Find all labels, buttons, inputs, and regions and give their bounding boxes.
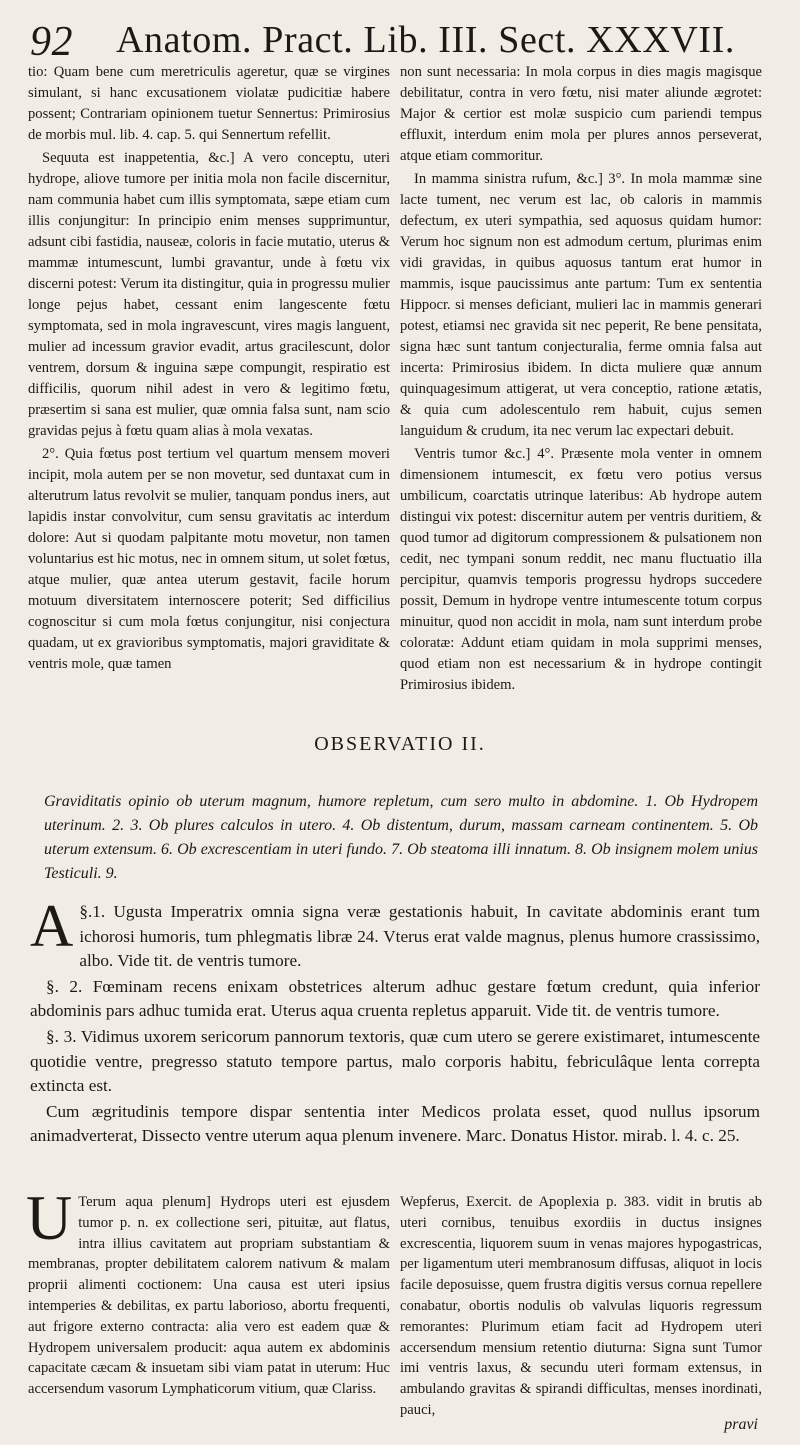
main-text bbox=[30, 893, 761, 1150]
drop-cap: U bbox=[26, 1182, 73, 1253]
paragraph: In mamma sinistra rufum, &c.] 3°. In mola mammæ sine lacte tument, nec verum est lac, ob caloris in mammis defectum, ex uteri sympathia, sed aquosus quidam humor: Verum hoc signum non est admodum certum, plurimas enim vidi gravidas, in quibus aquosus tantum erat humor in mammis, isque paucissimus ante partum: Tum ex sententia Hippocr. si menses deficiant, mulieri lac in mammis generari potest, etiamsi nec gravida sit nec peperit, Re bene pensitata, signa hæc sunt tantum conjecturalia, ferme omnia falsa aut incerta: Primirosius ibidem. In dicta muliere quæ annum quinquagesimum attigerat, ut vera conceptio, ratione ætatis, & quia cum adolescentulo rem habuit, cujus semen languidum & crudum, ita nec verum lac expectari debuit. bbox=[400, 171, 762, 439]
section-marker: §.1. bbox=[79, 902, 106, 921]
bottom-right-column bbox=[400, 1192, 762, 1421]
paragraph: tio: Quam bene cum meretriculis ageretur, quæ se virgines simulant, si hanc excusationem violatæ pudicitiæ habere possent; Contrariam opinionem tuetur Sennertus: Primirosius de morbis mul. lib. 4. cap. 5. qui Sennertum refellit. bbox=[28, 64, 390, 143]
paragraph: 2°. Quia fœtus post tertium vel quartum mensem moveri incipit, mola autem per se non movetur, sed duntaxat cum in alterutrum latus revolvit se mulier, tanquam pondus iners, aut lapidis instar convolvitur, cum sensu gravitatis ac interdum dolore: Aut si quodam palpitante motu movetur, non tamen voluntarius est hic motus, nec in omnem situm, ut solet fœtus, atque mulier, quæ antea uterum gestavit, facile horum motuum diversitatem internoscere poterit; Sed difficilius cognoscitur si cum mola fœtus conjungitur, nisi conjectura quadam, ut ex gravioribus symptomatis, majori graviditate & ventris mole, quæ tamen bbox=[28, 446, 390, 672]
top-right-column bbox=[400, 62, 762, 698]
section-3: §. 3. Vidimus uxorem sericorum pannorum textoris, quæ cum utero se gerere existimaret, intumescente quotidie ventre, pregresso statuto tempore partus, malo corporis habitu, febriculâque lenta correpta extincta est. bbox=[30, 1026, 760, 1096]
paragraph: Wepferus, Exercit. de Apoplexia p. 383. vidit in brutis ab uteri cornibus, tenuibus exordiis in ductus insignes excrescentia, liquorem suum in venas majores hypogastricas, per ligamentum uteri membranosum diffusas, aliquot in locis facile deposuisse, quem frustra digitis versus cornua repellere conabatur, obortis nodulis ob valvulas liquoris regressum remorantes: Plurimum etiam facit ad Hydropem uteri accersendum mensium retentio diuturna: Signa sunt Tumor imi ventris laxus, & secundu uteri formam extensus, in ambulando gravitas & spirandi difficultas, menses inordinati, pauci, bbox=[400, 1194, 762, 1418]
bottom-left-column bbox=[26, 1182, 390, 1400]
observation-title: OBSERVATIO II. bbox=[314, 733, 486, 755]
section-2: §. 2. Fœminam recens enixam obstetrices alterum adhuc gestare fœtum credunt, quia inferior abdominis pars adhuc tumida erat. Uterus aqua cruenta repletus apparuit. Vide tit. de ventris tumore. bbox=[30, 976, 760, 1021]
paragraph: Sequuta est inappetentia, &c.] A vero conceptu, uteri hydrope, aliove tumore per initia mola non facile discernitur, nam communia habet cum illis symptomata, sæpe etiam cum illis conjungitur: In principio enim menses supprimuntur, adsunt cibi fastidia, nauseæ, coloris in facie mutatio, uterus & mammæ intumescunt, lumbi gravantur, unde à fœtu vix discerni potest: Verum ita distingitur, quia in progressu mulier longe pejus habet, cessant enim langescente fœtu symptomata, sed in mola ingravescunt, vires magis languent, mulier ad incessum gravior evadit, artus gracilescunt, dolor ventrem, dorsum & inguina sæpe compungit, respiratio est difficilis, quorum nihil adest in vero & legitimo fœtu, præsertim si sana est mulier, quæ omnia falsa sunt, nam scio gravidas pejus à fœtu quam alias à mola vexatas. bbox=[28, 150, 390, 439]
catchword: pravi bbox=[724, 1416, 758, 1433]
page-number: 92 bbox=[30, 19, 73, 65]
paragraph: non sunt necessaria: In mola corpus in dies magis magisque debilitatur, contra in vero fœtu, nisi mater aliunde ægrotet: Major & certior est molæ suspicio cum pariendi tempus effluxit, interdum enim mola per plures annos perseverat, atque etiam commoritur. bbox=[400, 64, 762, 164]
observation-summary: Graviditatis opinio ob uterum magnum, humore repletum, cum sero multo in abdomine. 1. Ob Hydropem uterinum. 2. 3. Ob plures calculos in utero. 4. Ob distentum, durum, massam carneam continentem. 5. Ob uterum extensum. 6. Ob excrescentiam in uteri fundo. 7. Ob steatoma illi innatum. 8. Ob insignem molem unius Testiculi. 9. bbox=[44, 793, 758, 882]
paragraph: Ventris tumor &c.] 4°. Præsente mola venter in omnem dimensionem intumescit, ex fœtu vero potius versus umbilicum, coarctatis utrinque lateribus: Ab hydrope autem distingui vix potest: discernitur autem per ventris duritiem, & quod tumor ad digitorum compressionem & pulsationem non cedit, nec tympani sonum reddit, nec manu fluctuatio illa percipitur, quamvis temporis progressu hydrops succedere possit, Demum in hydrope ventre intumescente totum corpus minuitur, quod non accidit in mola, nam sunt interdum probe coloratæ: Addunt etiam quidam in mola supprimi menses, quod etiam non est necessarium & in hydrope contingit Primirosius ibidem. bbox=[400, 446, 762, 693]
top-left-column bbox=[28, 62, 390, 677]
page-header bbox=[24, 10, 764, 66]
drop-cap: A bbox=[30, 893, 74, 959]
section-1 bbox=[30, 893, 761, 974]
running-title: Anatom. Pract. Lib. III. Sect. XXXVII. bbox=[116, 19, 736, 61]
section-text: Ugusta Imperatrix omnia signa veræ gestationis habuit, In cavitate abdominis erant tum ichorosi humoris, tum phlegmatis libræ 24. Vterus erat valde magnus, plenus humore crassissimo, albo. Vide tit. de ventris tumore. bbox=[79, 902, 761, 971]
section-4: Cum ægritudinis tempore dispar sententia inter Medicos prolata esset, quod nullus ipsorum animadverterat, Dissecto ventre uterum aqua plenum invenere. Marc. Donatus Histor. mirab. l. 4. c. 25. bbox=[30, 1101, 760, 1146]
paragraph: Terum aqua plenum] Hydrops uteri est ejusdem tumor p. n. ex collectione seri, pituitæ, aut flatus, intra illius cavitatem aut propriam substantiam & membranas, propter debilitatem calorem nativum & malam proprii alimenti coctionem: Una causa est uteri ipsius intemperies & debilitas, ex partu laborioso, abortu frequenti, aut frigore externo contracta: alia vero est eadem quæ & Hydropem universalem producit: aqua autem ex abdominis capacitate cæcam & insuetam sibi viam patat in uterum: Huc accersendum vasorum Lymphaticorum vitium, quæ Clariss. bbox=[28, 1194, 390, 1398]
